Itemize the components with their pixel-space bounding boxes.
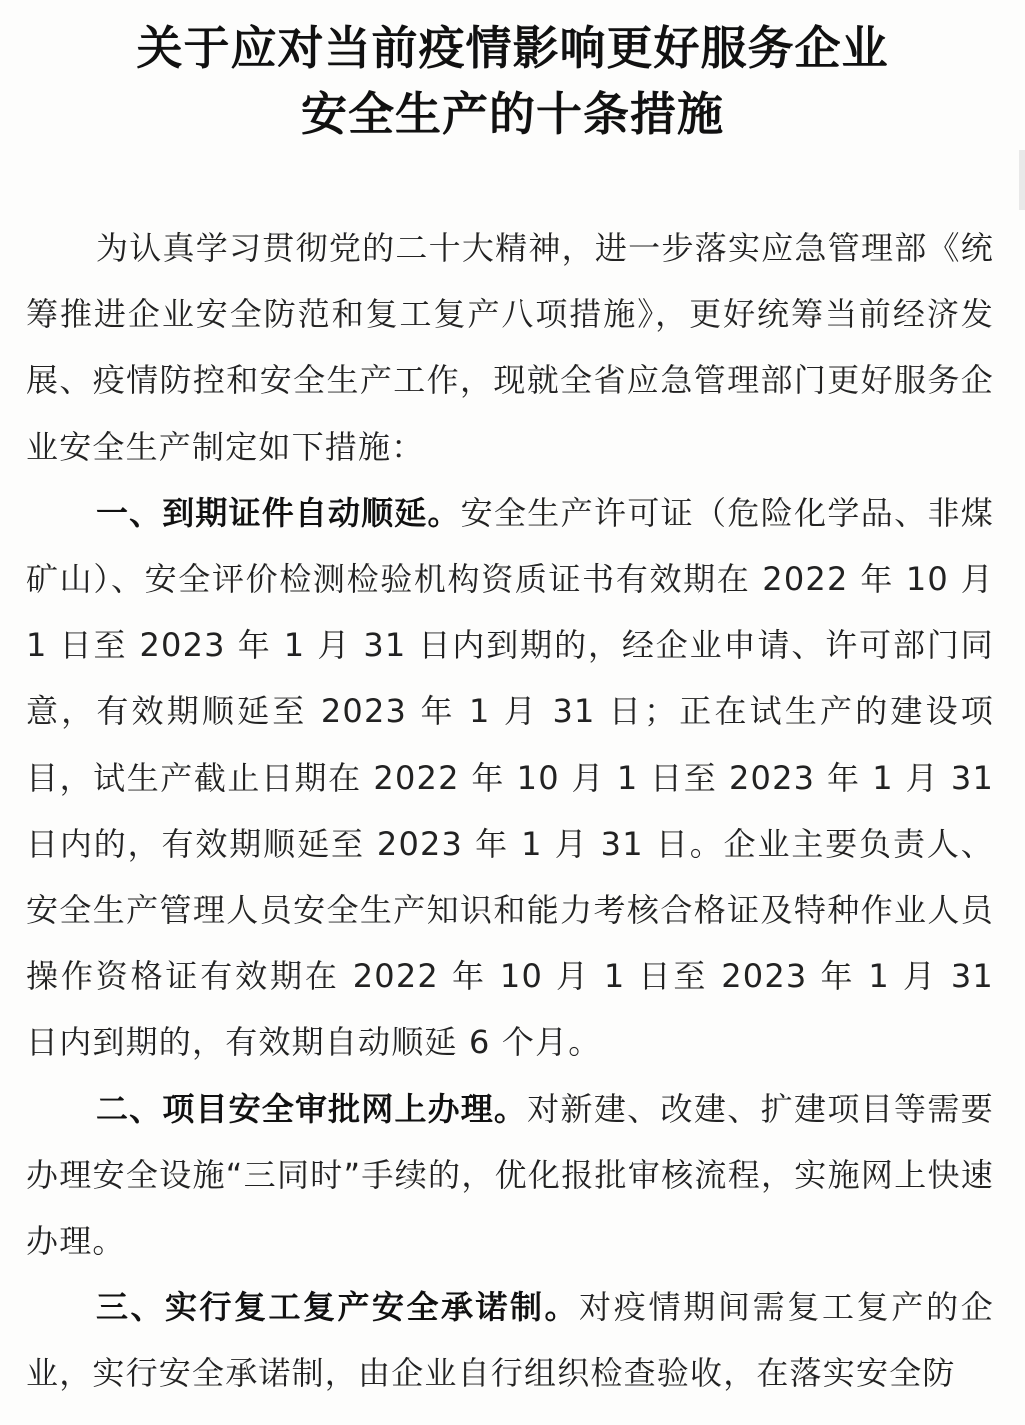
measure-2-paragraph (26, 1076, 994, 1275)
measure-3-heading: 三、实行复工复产安全承诺制。 (96, 1288, 580, 1327)
document-body (26, 215, 994, 1407)
document-title-line-1: 关于应对当前疫情影响更好服务企业 (136, 21, 889, 75)
measure-2-text: 对新建、改建、扩建项目等需要办理安全设施“三同时”手续的，优化报批审核流程，实施网上快速办理。 (26, 1089, 994, 1261)
measure-3-paragraph (26, 1274, 994, 1406)
measure-2-heading: 二、项目安全审批网上办理。 (96, 1089, 528, 1128)
measure-1-heading: 一、到期证件自动顺延。 (96, 493, 461, 532)
measure-1-paragraph (26, 480, 994, 1076)
measure-3-text: 对疫情期间需复工复产的企业，实行安全承诺制，由企业自行组织检查验收，在落实安全防 (26, 1288, 994, 1393)
measure-1-text: 安全生产许可证（危险化学品、非煤矿山）、安全评价检测检验机构资质证书有效期在 2022 年 10 月 1 日至 2023 年 1 月 31 日内到期的，经企业申请、许可部门同意，有效期顺延至 2023 年 1 月 31 日；正在试生产的建设项目，试生产截止日期在 2022 年 10 月 1 日至 2023 年 1 月 31 日内的，有效期顺延至 2023 年 1 月 31 日。企业主要负责人、安全生产管理人员安全生产知识和能力考核合格证及特种作业人员操作资格证有效期在 2022 年 10 月 1 日至 2023 年 1 月 31 日内到期的，有效期自动顺延 6 个月。 (26, 493, 994, 1062)
intro-paragraph: 为认真学习贯彻党的二十大精神，进一步落实应急管理部《统筹推进企业安全防范和复工复产八项措施》，更好统筹当前经济发展、疫情防控和安全生产工作，现就全省应急管理部门更好服务企业安全生产制定如下措施： (26, 229, 994, 466)
scan-edge-shadow (1019, 150, 1025, 210)
document-title-line-2: 安全生产的十条措施 (301, 87, 724, 141)
